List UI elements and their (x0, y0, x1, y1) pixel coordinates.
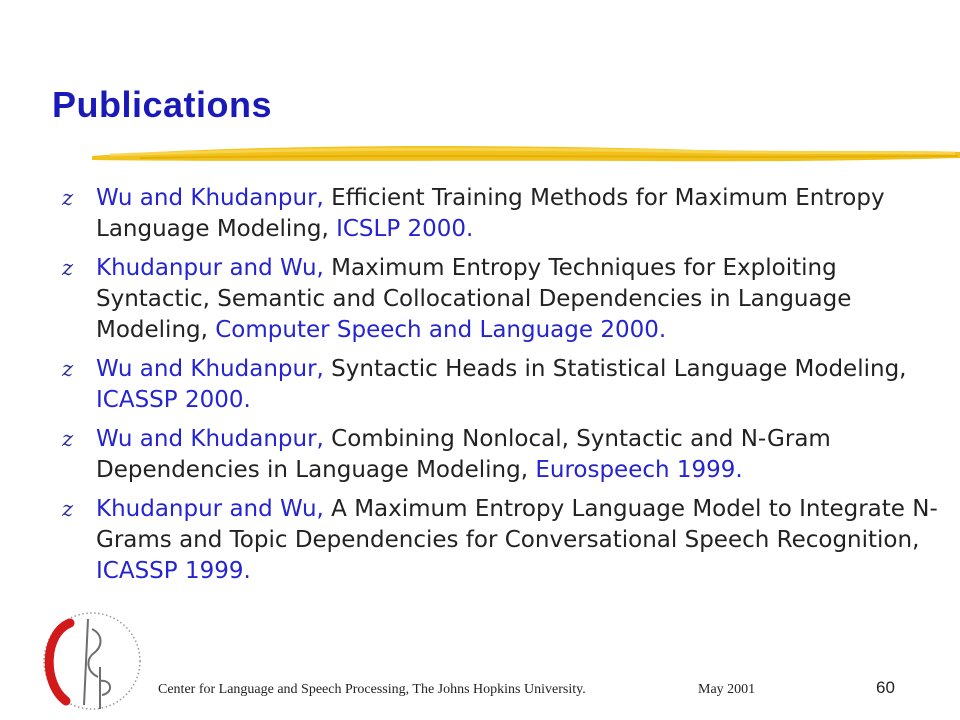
pub-title: A Maximum Entropy Language Model to Integrate N-Grams and Topic Dependencies for Conversational Speech Recognition, (96, 496, 938, 553)
pub-title: Maximum Entropy Techniques for Exploiting Syntactic, Semantic and Collocational Dependencies in Language Modeling, (96, 255, 852, 343)
bullet-icon: z (62, 256, 74, 280)
pub-venue: ICSLP 2000. (328, 216, 474, 242)
footer-date: May 2001 (698, 682, 756, 697)
bullet-icon: z (62, 357, 74, 381)
pub-venue: ICASSP 2000. (96, 387, 251, 413)
pub-venue: Eurospeech 1999. (528, 457, 743, 483)
list-item (62, 253, 942, 346)
publication-list (62, 183, 942, 595)
page-number: 60 (876, 678, 895, 697)
list-item (62, 183, 942, 245)
list-item (62, 494, 942, 587)
bullet-icon: z (62, 427, 74, 451)
pub-venue: Computer Speech and Language 2000. (207, 317, 667, 343)
slide-title: Publications (52, 84, 273, 125)
pub-title: Combining Nonlocal, Syntactic and N-Gram Dependencies in Language Modeling, (96, 426, 831, 483)
yellow-brush-underline (0, 136, 960, 176)
clsp-logo-icon (30, 605, 150, 717)
pub-authors: Wu and Khudanpur, (96, 185, 324, 211)
pub-authors: Wu and Khudanpur, (96, 356, 324, 382)
list-item (62, 354, 942, 416)
footer-institution: Center for Language and Speech Processing, The Johns Hopkins University. (158, 682, 586, 697)
pub-title: Syntactic Heads in Statistical Language Modeling, (323, 356, 907, 382)
pub-authors: Khudanpur and Wu, (96, 255, 324, 281)
pub-venue: ICASSP 1999. (96, 558, 251, 584)
bullet-icon: z (62, 186, 74, 210)
bullet-icon: z (62, 497, 74, 521)
pub-authors: Wu and Khudanpur, (96, 426, 324, 452)
pub-title: Efficient Training Methods for Maximum Entropy Language Modeling, (96, 185, 885, 242)
pub-authors: Khudanpur and Wu, (96, 496, 324, 522)
list-item (62, 424, 942, 486)
